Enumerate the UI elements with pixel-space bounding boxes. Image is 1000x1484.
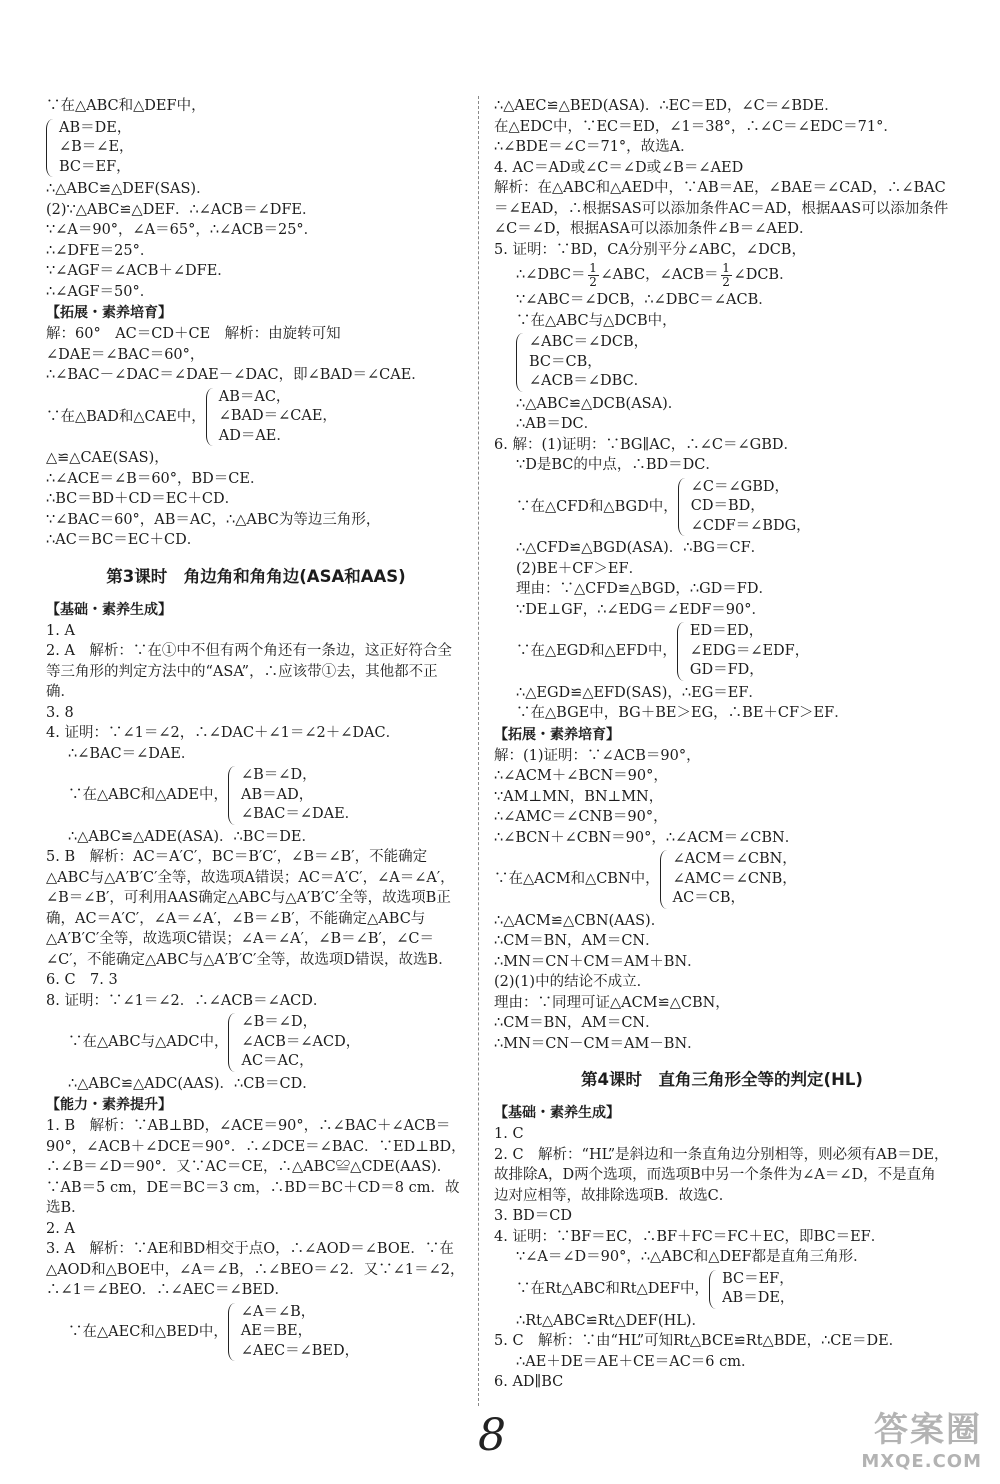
equation-system <box>46 119 466 178</box>
condition: ∠ACB＝∠ACD， <box>241 1033 361 1050</box>
text-line: ∴△ABC≌△ADC(AAS)．∴CB＝CD． <box>68 1075 317 1092</box>
equation-system <box>46 766 466 825</box>
system-lead: ∵在Rt△ABC和Rt△DEF中， <box>516 1280 710 1297</box>
system-lead: ∵在△ABC和△ADE中， <box>68 787 228 803</box>
condition: AB＝AC， <box>218 388 291 405</box>
condition: ∠BAC＝∠DAE． <box>240 806 360 822</box>
text-line: ∵在△ABC和△DEF中， <box>46 98 206 114</box>
equation-system <box>494 478 950 537</box>
text-line: ∴MN＝CN＋CM＝AM＋BN． <box>494 953 702 970</box>
answer-item: 2. C 解析：“HL”是斜边和一条直角边分别相等，则必须有AB＝DE，故排除A，D两个选项，而选项B中另一个条件为∠A＝∠D，不是直角边对应相等，故排除选项B．故选C． <box>494 1146 949 1204</box>
condition: ED＝ED， <box>689 623 764 639</box>
answer-item: 3. A 解析：∵AE和BD相交于点O，∴∠AOD＝∠BOE．∵在△AOD和△BOE中，∠A＝∠B，∴∠BEO＝∠2．又∵∠1＝∠2，∴∠1＝∠BEO．∴∠AEC＝∠BED． <box>46 1241 465 1298</box>
answer-item: 6. 解：(1)证明：∵BG∥AC，∴∠C＝∠GBD． <box>494 436 799 453</box>
text-line: ∵AM⊥MN，BN⊥MN， <box>494 788 664 805</box>
text-line: ∴△ABC≌△ADE(ASA)．∴BC＝DE． <box>68 828 316 845</box>
text-line: ∵∠A＝∠D＝90°，∴△ABC和△DEF都是直角三角形． <box>516 1249 868 1265</box>
text-line: ∴∠ACE＝∠B＝60°，BD＝CE． <box>46 470 265 487</box>
watermark-logo <box>861 1402 982 1472</box>
left-column <box>46 96 466 1363</box>
condition: AC＝CB， <box>672 890 745 906</box>
text-line: ∴∠BAC＝∠DAE． <box>68 745 196 762</box>
condition: GD＝FD， <box>689 662 764 678</box>
condition: AB＝AD， <box>240 786 314 803</box>
answer-item: 1. B 解析：∵AB⊥BD，∠ACE＝90°，∴∠BAC＋∠ACB＝90°，∠ACB＋∠DCE＝90°．∴∠DCE＝∠BAC．∵ED⊥BD，∴∠B＝∠D＝90°．又∵AC＝CE，∴△ABC≌△CDE(AAS)．∵AB＝5 cm，DE＝BC＝3 cm，∴BD＝BC＋CD＝8 cm．故选B． <box>46 1118 466 1216</box>
fraction-denominator: 2 <box>589 274 597 289</box>
text-line: ∴△ACM≌△CBN(AAS)． <box>494 912 666 929</box>
brace <box>228 1013 237 1072</box>
column-divider <box>478 96 479 1406</box>
text-line: ∵DE⊥GF，∴∠EDG＝∠EDF＝90°． <box>516 601 767 618</box>
answer-item: 4. 证明：∵∠1＝∠2，∴∠DAC＋∠1＝∠2＋∠DAC． <box>46 725 401 741</box>
text-line: ∴CM＝BN，AM＝CN． <box>494 933 660 949</box>
condition: ∠AEC＝∠BED， <box>240 1342 360 1359</box>
condition: AC＝AC， <box>241 1053 314 1069</box>
brace <box>206 388 215 447</box>
text-line: ∵∠ABC＝∠DCB，∴∠DBC＝∠ACB． <box>516 292 773 308</box>
fraction-line <box>494 260 950 290</box>
equation-system <box>46 388 466 447</box>
brace <box>228 766 237 825</box>
text-part: ∴∠DBC＝ <box>516 267 586 283</box>
equation-system <box>494 1270 950 1309</box>
condition: ∠B＝∠E， <box>59 139 134 155</box>
condition: AE＝BE， <box>240 1323 313 1339</box>
text-line: 解：60° AC＝CD＋CE 解析：由旋转可知 <box>46 326 341 342</box>
answer-item: 5. B 解析：AC＝A′C′，BC＝B′C′，∠B＝∠B′，不能确定△ABC与△A′B′C′全等，故选项A错误；AC＝A′C′，∠A＝∠A′，∠B＝∠B′，可利用AAS确定△ABC与△A′B′C′全等，故选项B正确，AC＝A′C′，∠A＝∠A′，∠B＝∠B′，不能确定△ABC与△A′B′C′全等，故选项C错误；∠A＝∠A′，∠B＝∠B′，∠C＝∠C′，不能确定△ABC与△A′B′C′全等，故选项D错误，故选B． <box>46 849 455 968</box>
condition: CD＝BD， <box>690 498 765 514</box>
answer-item: 2. A <box>46 1220 75 1237</box>
brace <box>677 622 686 681</box>
system-lead: ∵在△EGD和△EFD中， <box>516 643 677 659</box>
text-line: ∵在△ABC与△DCB中， <box>516 312 677 329</box>
answer-item: 4. AC＝AD或∠C＝∠D或∠B＝∠AED <box>494 159 744 176</box>
equation-system <box>46 1013 466 1072</box>
text-line: ∴∠BDE＝∠C＝71°，故选A． <box>494 139 695 155</box>
lesson-title: 第4课时 直角三角形全等的判定(HL) <box>581 1070 863 1089</box>
brace <box>46 119 55 178</box>
equation-system <box>494 850 950 909</box>
system-lead: ∵在△BAD和△CAE中， <box>46 408 206 425</box>
text-line: 在△EDC中，∵EC＝ED，∠1＝38°，∴∠C＝∠EDC＝71°． <box>494 118 898 135</box>
text-line: ∴CM＝BN，AM＝CN． <box>494 1015 660 1031</box>
text-line: ∴△CFD≌△BGD(ASA)．∴BG＝CF． <box>516 540 766 556</box>
text-line: ∵∠BAC＝60°，AB＝AC，∴△ABC为等边三角形， <box>46 511 381 528</box>
text-line: ∵在△BGE中，BG＋BE＞EG，∴BE＋CF＞EF． <box>516 705 849 721</box>
text-line: (2)BE＋CF＞EF． <box>516 560 644 577</box>
brace <box>678 478 687 537</box>
fraction <box>588 262 599 289</box>
text-line: ∴△ABC≌△DEF(SAS)． <box>46 181 211 197</box>
answer-item: 2. A 解析：∵在①中不但有两个角还有一条边，这正好符合全等三角形的判定方法中的“ASA”，∴应该带①去，其他都不正确． <box>46 643 452 700</box>
answer-item: 4. 证明：∵BF＝EC，∴BF＋FC＝FC＋EC，即BC＝EF． <box>494 1228 886 1245</box>
text-line: (2)(1)中的结论不成立． <box>494 974 652 990</box>
condition: ∠B＝∠D， <box>240 767 317 783</box>
text-line: ∴△AEC≌△BED(ASA)．∴EC＝ED，∠C＝∠BDE． <box>494 98 839 114</box>
answer-item: 3. 8 <box>46 704 74 721</box>
brace <box>709 1270 718 1309</box>
equation-system <box>46 1303 466 1362</box>
section-heading: 【基础・素养生成】 <box>494 1105 620 1121</box>
watermark-text: 答案圈 <box>874 1410 982 1450</box>
lesson-title: 第3课时 角边角和角角边(ASA和AAS) <box>106 566 406 586</box>
text-line: ∴AC＝BC＝EC＋CD． <box>46 532 202 548</box>
section-heading: 【能力・素养提升】 <box>46 1097 172 1113</box>
condition: ∠CDF＝∠BDG， <box>690 517 811 534</box>
text-line: ∴Rt△ABC≌Rt△DEF(HL)． <box>516 1312 707 1329</box>
text-line: ∠DAE＝∠BAC＝60°， <box>46 346 205 363</box>
condition: AB＝DE， <box>59 119 132 136</box>
condition: ∠C＝∠GBD， <box>690 478 789 495</box>
condition: ∠A＝∠B， <box>240 1303 316 1320</box>
equation-system <box>494 622 950 681</box>
text-line: ∴∠ACM＋∠BCN＝90°， <box>494 768 668 784</box>
condition: ∠B＝∠D， <box>241 1014 318 1030</box>
section-heading: 【基础・素养生成】 <box>46 601 172 618</box>
answer-item: 3. BD＝CD <box>494 1208 572 1224</box>
condition: AD＝AE． <box>218 427 291 444</box>
fraction-denominator: 2 <box>722 274 730 289</box>
text-line: ∴∠DFE＝25°． <box>46 242 155 259</box>
text-line: ∴AE＋DE＝AE＋CE＝AC＝6 cm． <box>516 1353 756 1370</box>
text-line: 理由：∵同理可证△ACM≌△CBN， <box>494 994 730 1011</box>
condition: BC＝EF， <box>59 158 131 175</box>
condition: ∠AMC＝∠CNB， <box>672 870 797 887</box>
brace <box>516 333 525 392</box>
text-line: ∴∠BCN＋∠CBN＝90°，∴∠ACM＝∠CBN． <box>494 829 800 846</box>
condition: ∠ACB＝∠DBC． <box>529 373 649 389</box>
answer-item: 5. 证明：∵BD，CA分别平分∠ABC，∠DCB， <box>494 241 806 258</box>
text-line: ∴∠AGF＝50°． <box>46 283 155 300</box>
text-line: △≌△CAE(SAS)， <box>46 450 169 466</box>
section-heading: 【拓展・素养培育】 <box>46 305 172 321</box>
system-lead: ∵在△ABC与△ADC中， <box>68 1034 229 1050</box>
answer-item: 6. AD∥BC <box>494 1374 564 1390</box>
answer-item: 6. C 7. 3 <box>46 972 118 988</box>
text-line: ∴AB＝DC． <box>516 416 599 432</box>
text-part: ∠ABC，∠ACB＝ <box>600 267 719 283</box>
brace <box>228 1303 237 1362</box>
text-line: (2)∵△ABC≌△DEF．∴∠ACB＝∠DFE． <box>46 201 317 218</box>
text-line: 理由：∵△CFD≌△BGD，∴GD＝FD． <box>516 581 773 597</box>
system-lead: ∵在△AEC和△BED中， <box>68 1323 228 1340</box>
watermark-url: MXQE.COM <box>861 1451 982 1472</box>
answer-item: 1. A <box>46 622 75 639</box>
answer-item: 1. C <box>494 1126 524 1142</box>
fraction <box>721 262 732 289</box>
text-line: ∴△ABC≌△DCB(ASA)． <box>516 395 683 412</box>
condition: AB＝DE， <box>722 1290 795 1306</box>
text-line: 解：(1)证明：∵∠ACB＝90°， <box>494 747 701 764</box>
right-column <box>494 96 950 1393</box>
condition: ∠ABC＝∠DCB， <box>529 334 649 350</box>
page-number: 8 <box>478 1410 506 1461</box>
text-line: ∴BC＝BD＋CD＝EC＋CD． <box>46 491 240 507</box>
answer-item: 8. 证明：∵∠1＝∠2．∴∠ACB＝∠ACD． <box>46 992 328 1009</box>
condition: BC＝CB， <box>529 353 602 370</box>
text-line: ∵∠AGF＝∠ACB＋∠DFE． <box>46 263 232 279</box>
fraction-numerator: 1 <box>589 260 597 275</box>
text-line: ∵D是BC的中点，∴BD＝DC． <box>516 457 720 473</box>
section-heading: 【拓展・素养培育】 <box>494 726 620 743</box>
system-lead: ∵在△ACM和△CBN中， <box>494 871 660 887</box>
text-line: ∴△EGD≌△EFD(SAS)，∴EG＝EF． <box>516 684 763 701</box>
text-line: 解析：在△ABC和△AED中，∵AB＝AE，∠BAE＝∠CAD，∴∠BAC＝∠EAD，∴根据SAS可以添加条件AC＝AD，根据AAS可以添加条件∠C＝∠D，根据ASA可以添加条件∠B＝∠AED． <box>494 180 949 237</box>
text-line: ∴∠BAC－∠DAC＝∠DAE－∠DAC，即∠BAD＝∠CAE． <box>46 367 426 383</box>
text-line: ∴MN＝CN－CM＝AM－BN． <box>494 1035 702 1052</box>
brace <box>660 850 669 909</box>
condition: BC＝EF， <box>722 1270 794 1287</box>
fraction-numerator: 1 <box>722 260 730 275</box>
equation-system <box>494 333 950 392</box>
condition: ∠ACM＝∠CBN， <box>672 851 797 867</box>
text-part: ∠DCB． <box>733 267 794 283</box>
system-lead: ∵在△CFD和△BGD中， <box>516 498 678 515</box>
answer-item: 5. C 解析：∵由“HL”可知Rt△BCE≌Rt△BDE，∴CE＝DE． <box>494 1333 904 1349</box>
text-line: ∴∠AMC＝∠CNB＝90°， <box>494 809 668 825</box>
condition: ∠BAD＝∠CAE， <box>218 408 337 424</box>
condition: ∠EDG＝∠EDF， <box>689 642 810 659</box>
text-line: ∵∠A＝90°，∠A＝65°，∴∠ACB＝25°． <box>46 222 319 238</box>
